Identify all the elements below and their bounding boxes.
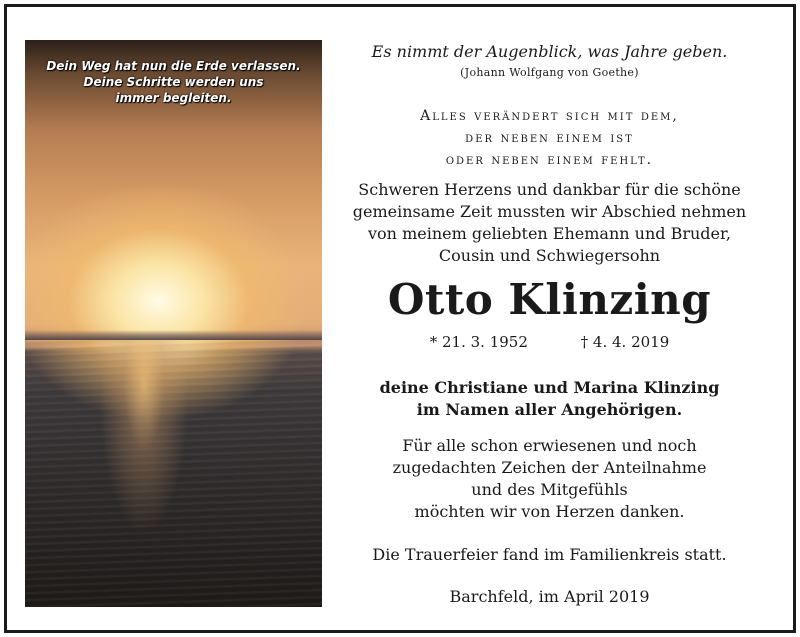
intro-line: Schweren Herzens und dankbar für die schöne xyxy=(358,180,741,199)
mourners-line: deine Christiane und Marina Klinzing xyxy=(379,378,720,397)
deceased-name: Otto Klinzing xyxy=(387,275,712,324)
photo-caption xyxy=(25,58,322,106)
sun-reflection xyxy=(99,340,189,560)
mourners xyxy=(337,377,762,421)
quote-text: Es nimmt der Augenblick, was Jahre geben. xyxy=(371,42,728,61)
intro-text xyxy=(337,179,762,267)
birth-date: * 21. 3. 1952 xyxy=(429,333,528,351)
photo-caption-line: immer begleiten. xyxy=(115,91,232,105)
intro-line: Cousin und Schwiegersohn xyxy=(438,246,661,265)
place-date: Barchfeld, im April 2019 xyxy=(449,587,650,606)
sunset-sea-photo xyxy=(25,40,322,607)
horizon xyxy=(25,330,322,340)
thanks-line: und des Mitgefühls xyxy=(471,480,628,499)
verse-line: der neben einem ist xyxy=(465,130,634,146)
verse xyxy=(337,105,762,171)
verse-line: oder neben einem fehlt. xyxy=(445,152,654,168)
thanks-text xyxy=(337,435,762,523)
thanks-line: Für alle schon erwiesenen und noch xyxy=(402,436,697,455)
funeral-note: Die Trauerfeier fand im Familienkreis statt. xyxy=(372,545,727,564)
thanks-line: zugedachten Zeichen der Anteilnahme xyxy=(392,458,707,477)
photo-caption-line: Deine Schritte werden uns xyxy=(83,75,264,89)
intro-line: gemeinsame Zeit mussten wir Abschied nehmen xyxy=(352,202,747,221)
mourners-line: im Namen aller Angehörigen. xyxy=(416,400,683,419)
photo-caption-line: Dein Weg hat nun die Erde verlassen. xyxy=(46,59,301,73)
death-date: † 4. 4. 2019 xyxy=(580,333,670,351)
verse-line: Alles verändert sich mit dem, xyxy=(420,108,679,124)
quote-author: (Johann Wolfgang von Goethe) xyxy=(460,66,639,79)
thanks-line: möchten wir von Herzen danken. xyxy=(414,502,685,521)
intro-line: von meinem geliebten Ehemann und Bruder, xyxy=(368,224,731,243)
life-dates xyxy=(337,331,762,353)
obituary-frame xyxy=(4,4,796,633)
